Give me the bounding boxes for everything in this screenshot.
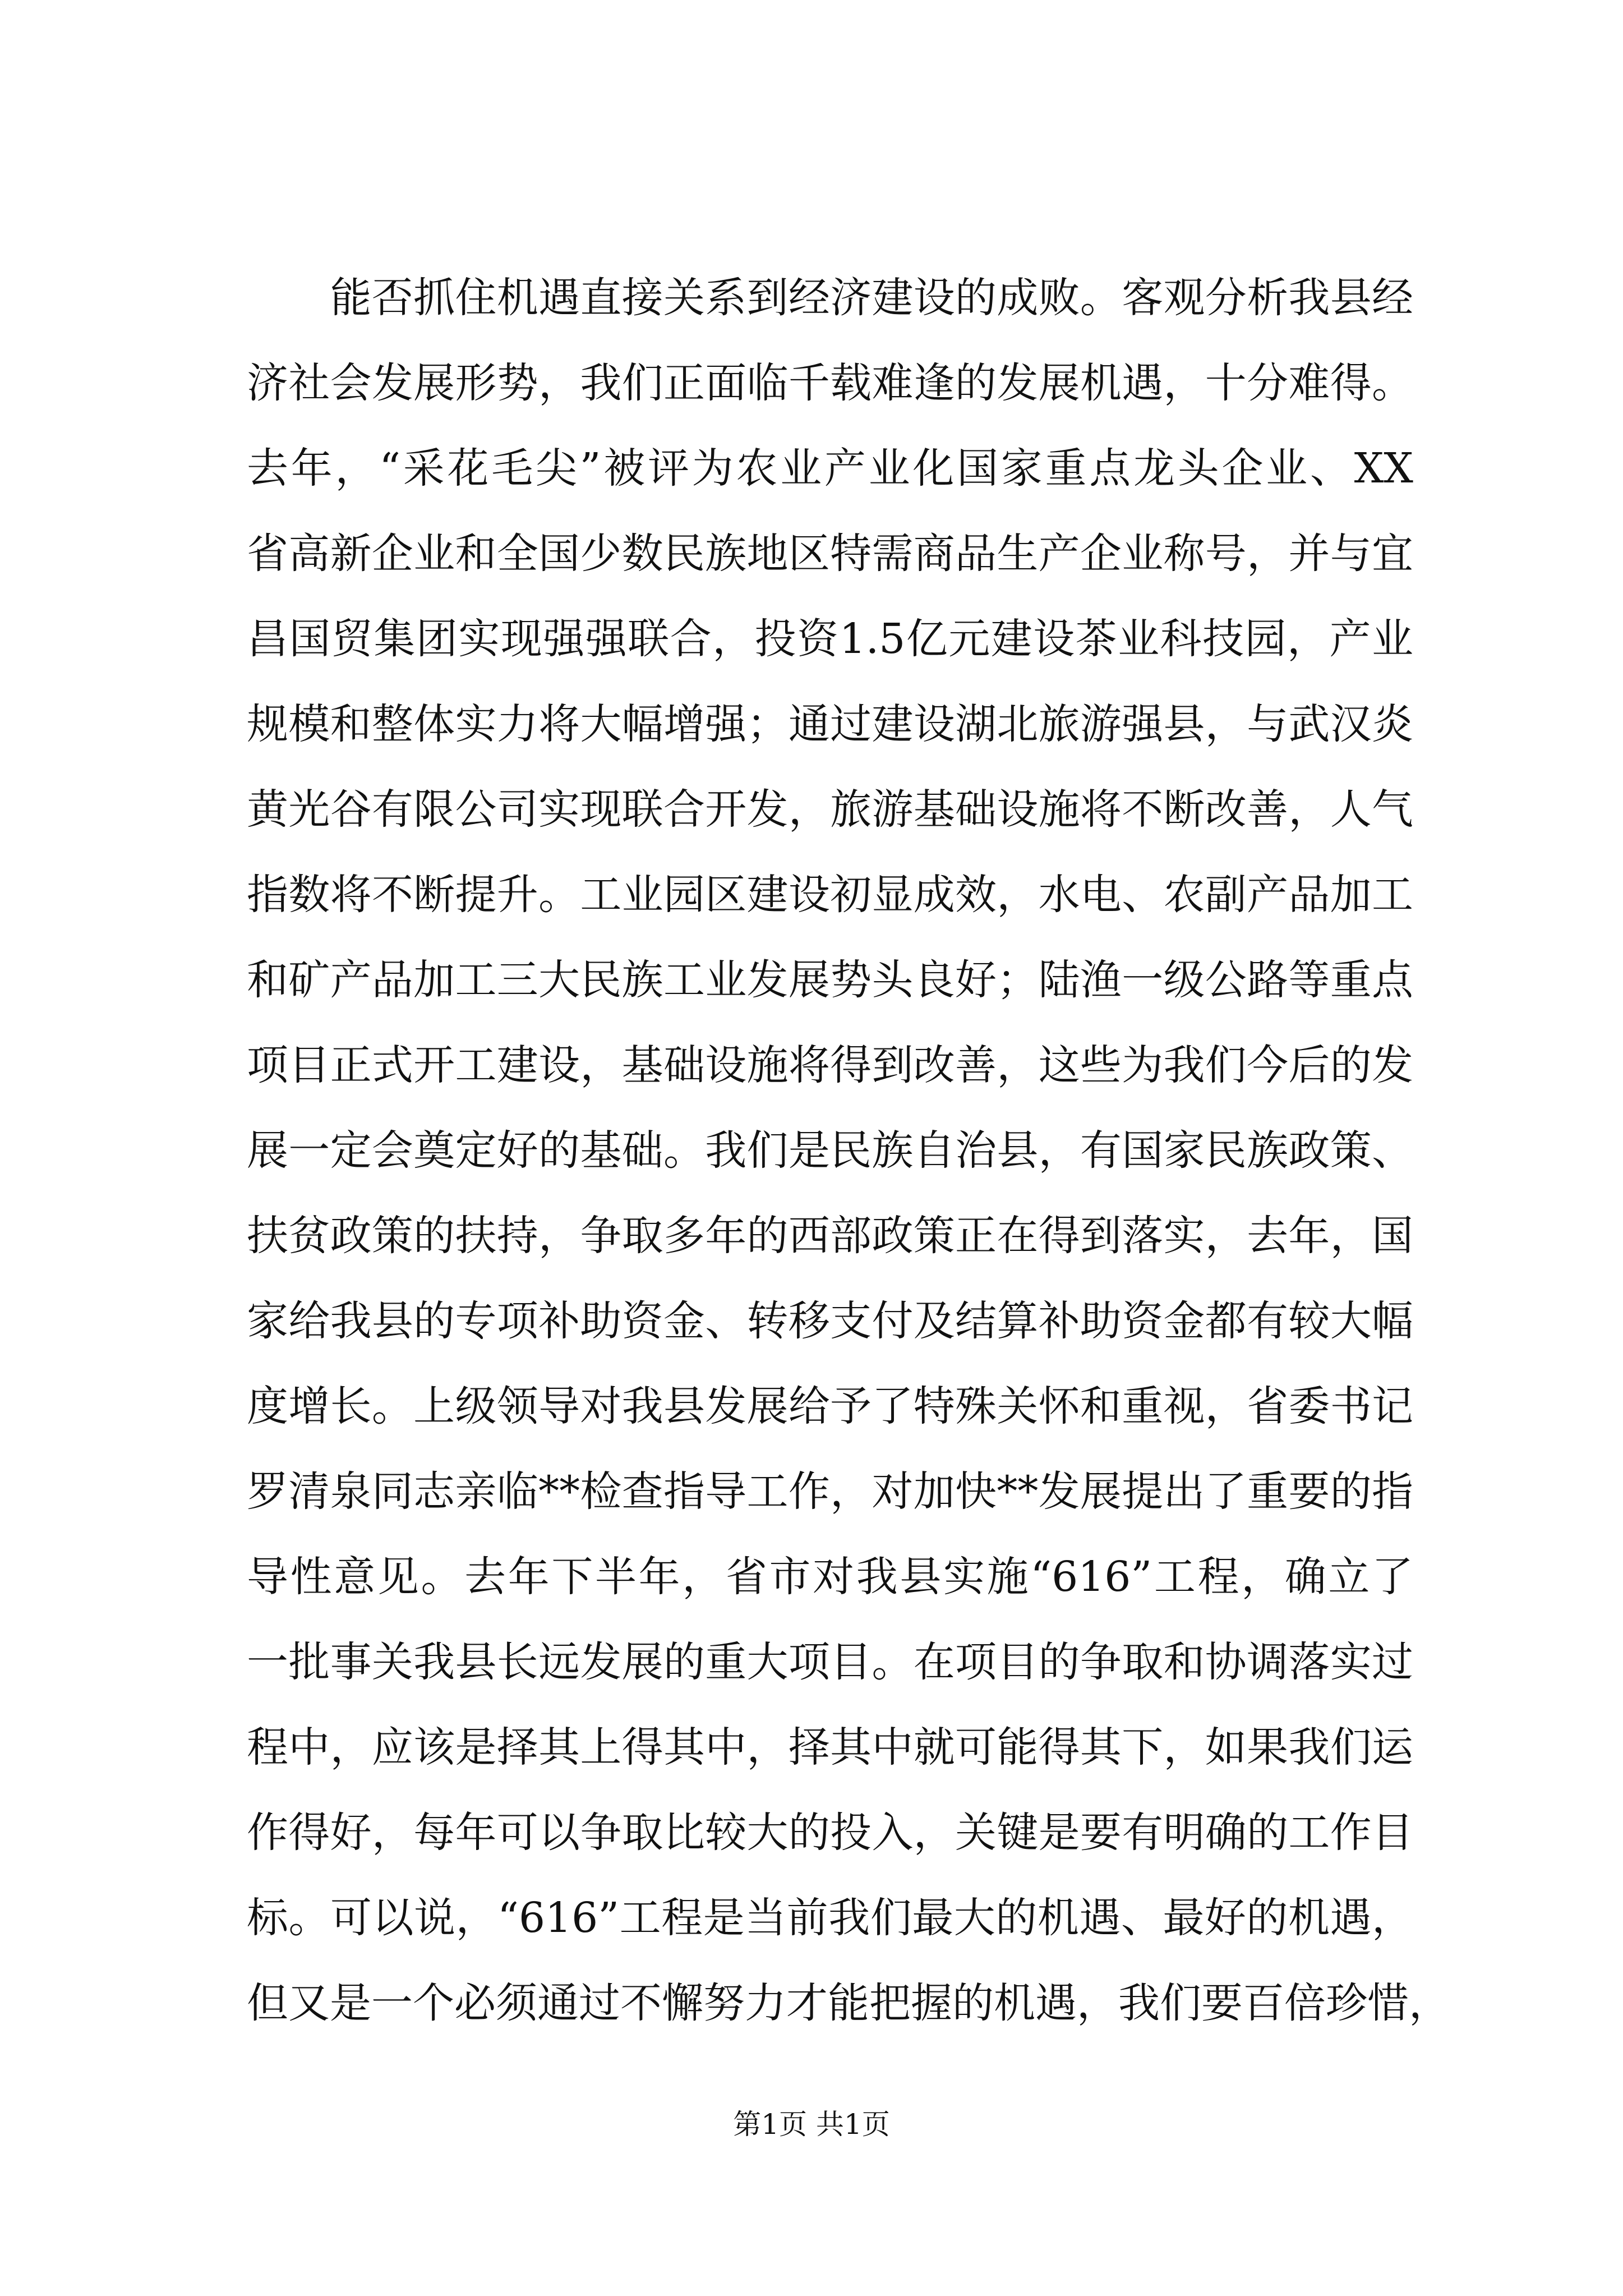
paragraph-line: 导性意见。去年下半年，省市对我县实施“616”工程，确立了 [247,1553,1413,1601]
paragraph-line: 规模和整体实力将大幅增强；通过建设湖北旅游强县，与武汉炎 [247,700,1413,748]
paragraph-line: 昌国贸集团实现强强联合，投资1.5亿元建设茶业科技园，产业 [247,615,1413,663]
paragraph-line: 和矿产品加工三大民族工业发展势头良好；陆渔一级公路等重点 [247,956,1413,1004]
paragraph-line: 展一定会奠定好的基础。我们是民族自治县，有国家民族政策、 [247,1126,1413,1175]
paragraph-line: 去年，“采花毛尖”被评为农业产业化国家重点龙头企业、XX [247,444,1413,493]
paragraph-line: 项目正式开工建设，基础设施将得到改善，这些为我们今后的发 [247,1041,1413,1089]
paragraph-line: 省高新企业和全国少数民族地区特需商品生产企业称号，并与宜 [247,530,1413,578]
paragraph-line: 指数将不断提升。工业园区建设初显成效，水电、农副产品加工 [247,871,1413,919]
paragraph-line: 但又是一个必须通过不懈努力才能把握的机遇，我们要百倍珍惜， [247,1979,1450,2027]
paragraph-line: 家给我县的专项补助资金、转移支付及结算补助资金都有较大幅 [247,1297,1413,1345]
page-footer: 第1页 共1页 [733,2108,890,2141]
paragraph-line: 一批事关我县长远发展的重大项目。在项目的争取和协调落实过 [247,1638,1413,1686]
paragraph-line: 程中，应该是择其上得其中，择其中就可能得其下，如果我们运 [247,1723,1413,1772]
paragraph-line: 济社会发展形势，我们正面临千载难逢的发展机遇，十分难得。 [247,359,1413,407]
paragraph-line: 作得好，每年可以争取比较大的投入，关键是要有明确的工作目 [247,1809,1413,1857]
body-paragraph [247,255,1450,2046]
paragraph-line: 黄光谷有限公司实现联合开发，旅游基础设施将不断改善，人气 [247,785,1413,834]
paragraph-line: 标。可以说，“616”工程是当前我们最大的机遇、最好的机遇， [247,1894,1413,1942]
paragraph-line: 能否抓住机遇直接关系到经济建设的成败。客观分析我县经 [247,274,1413,322]
paragraph-line: 罗清泉同志亲临**检查指导工作，对加快**发展提出了重要的指 [247,1467,1413,1516]
paragraph-line: 扶贫政策的扶持，争取多年的西部政策正在得到落实，去年，国 [247,1212,1413,1260]
paragraph-line: 度增长。上级领导对我县发展给予了特殊关怀和重视，省委书记 [247,1382,1413,1430]
